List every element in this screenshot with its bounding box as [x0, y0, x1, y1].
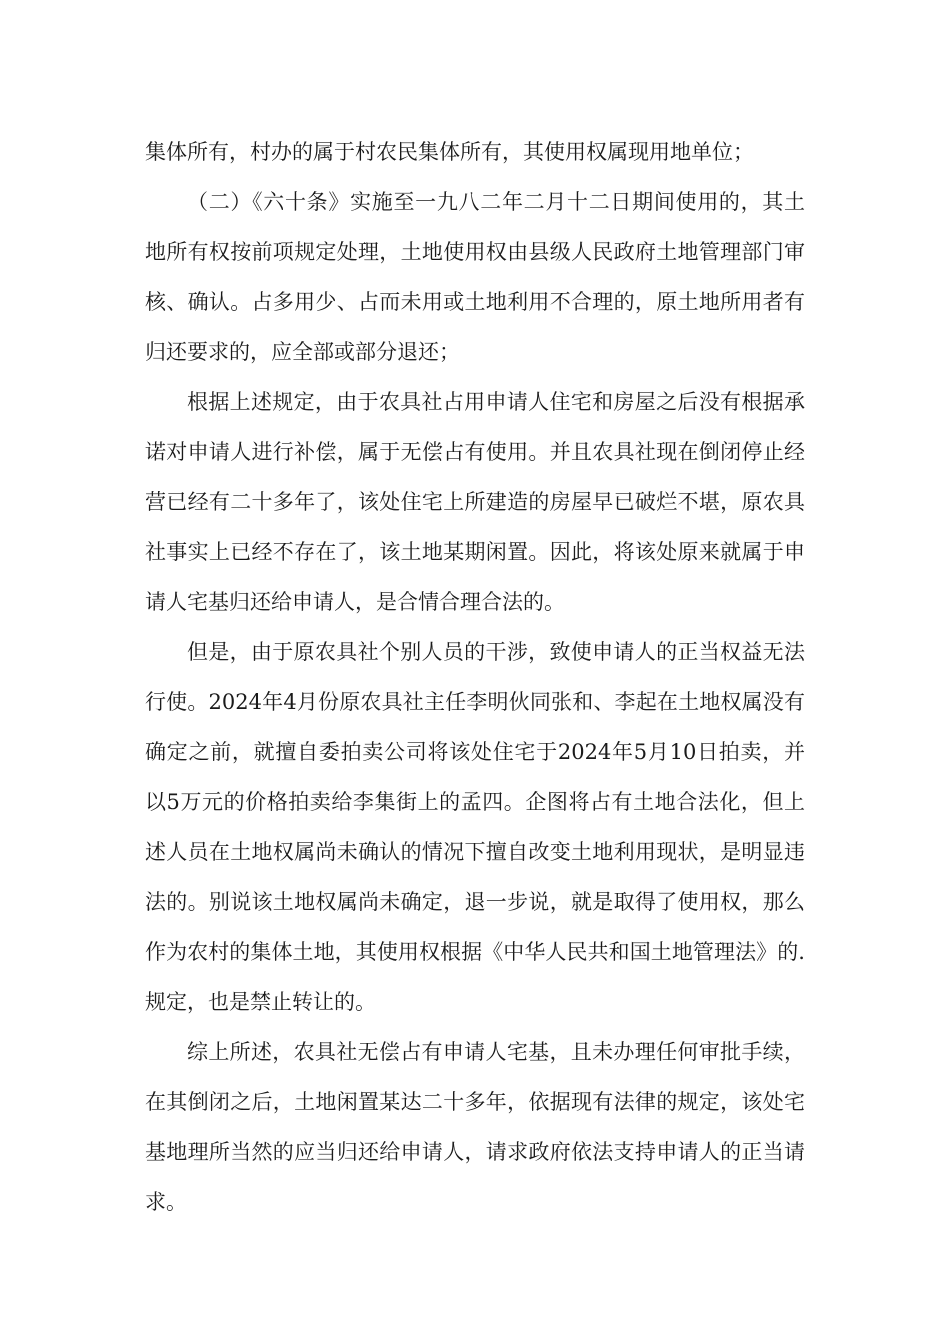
paragraph-3: 根据上述规定，由于农具社占用申请人住宅和房屋之后没有根据承诺对申请人进行补偿，属于无偿占有使用。并且农具社现在倒闭停止经营已经有二十多年了，该处住宅上所建造的房屋早已破烂不堪，原农具社事实上已经不存在了，该土地某期闲置。因此，将该处原来就属于申请人宅基归还给申请人，是合情合理合法的。 — [145, 390, 805, 614]
document-body — [145, 127, 805, 1227]
paragraph-5: 综上所述，农具社无偿占有申请人宅基，且未办理任何审批手续，在其倒闭之后，土地闲置某达二十多年，依据现有法律的规定，该处宅基地理所当然的应当归还给申请人，请求政府依法支持申请人的正当请求。 — [145, 1040, 805, 1214]
paragraph-1: 集体所有，村办的属于村农民集体所有，其使用权属现用地单位； — [145, 140, 754, 164]
paragraph-2: （二）《六十条》实施至一九八二年二月十二日期间使用的，其土地所有权按前项规定处理，土地使用权由县级人民政府土地管理部门审核、确认。占多用少、占而未用或土地利用不合理的，原土地所用者有归还要求的，应全部或部分退还； — [145, 190, 805, 364]
paragraph-4: 但是，由于原农具社个别人员的干涉，致使申请人的正当权益无法行使。2024年4月份原农具社主任李明伙同张和、李起在土地权属没有确定之前，就擅自委拍卖公司将该处住宅于2024年5月10日拍卖，并以5万元的价格拍卖给李集街上的孟四。企图将占有土地合法化，但上述人员在土地权属尚未确认的情况下擅自改变土地利用现状，是明显违法的。别说该土地权属尚未确定，退一步说，就是取得了使用权，那么作为农村的集体土地，其使用权根据《中华人民共和国土地管理法》的.规定，也是禁止转让的。 — [145, 640, 805, 1014]
